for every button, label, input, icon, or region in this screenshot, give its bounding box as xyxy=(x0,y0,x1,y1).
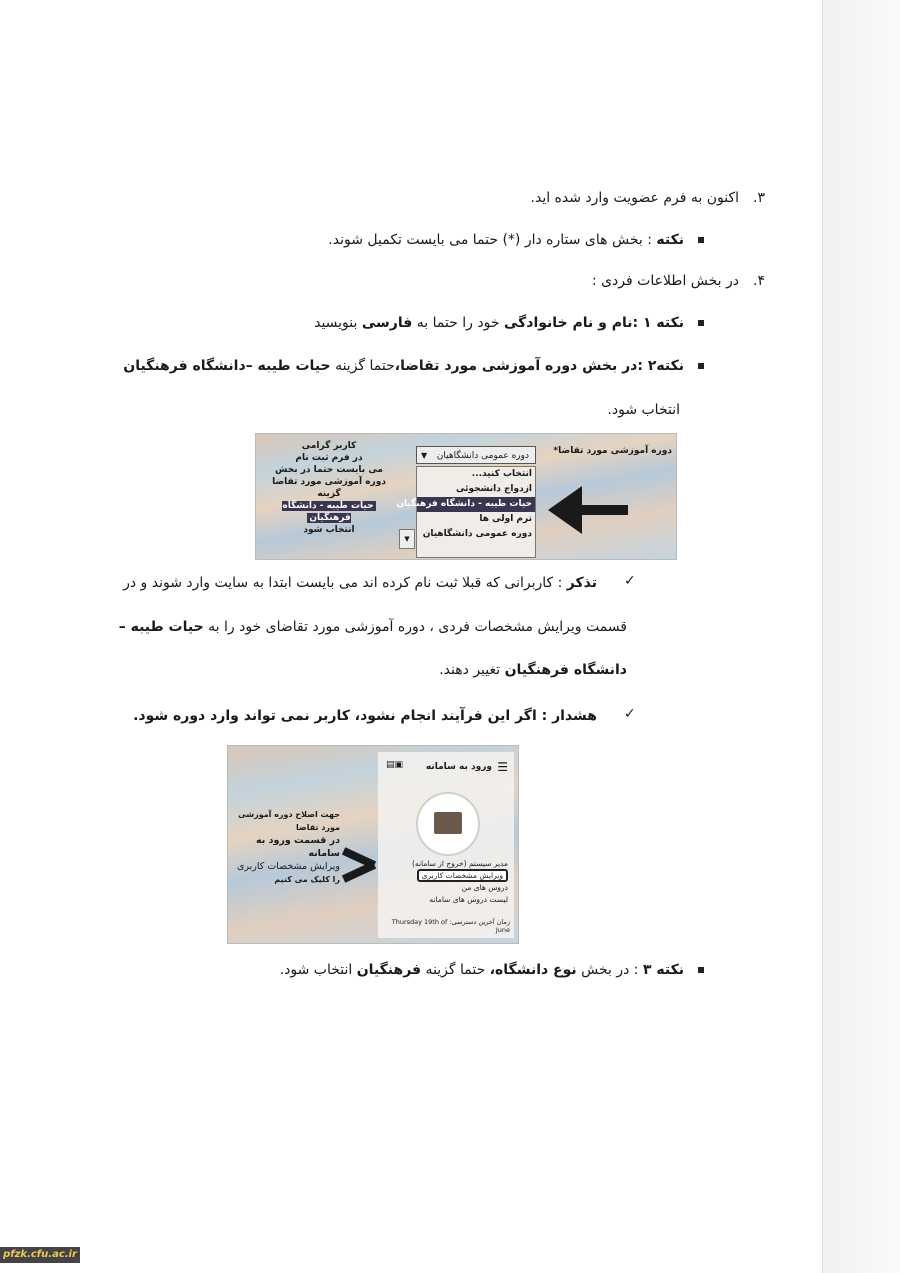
side-panel xyxy=(378,752,514,938)
arrow-shaft xyxy=(580,505,628,515)
page-edge xyxy=(822,0,823,1273)
bullet-icon xyxy=(698,237,704,243)
note-text: حتما گزینه xyxy=(421,962,490,978)
note-2 xyxy=(123,356,704,376)
note-label: نکته xyxy=(656,232,684,248)
note-text: حتما گزینه xyxy=(330,358,395,374)
reminder-text: قسمت ویرایش مشخصات فردی ، دوره آموزشی مورد تقاضای خود را به xyxy=(203,619,627,635)
dropdown-caret-icon: ▼ xyxy=(399,529,415,549)
note-emphasis: فرهنگیان xyxy=(356,962,422,978)
last-access: زمان آخرین دسترسی: Thursday 19th of June xyxy=(391,918,510,934)
step-4 xyxy=(592,271,765,291)
reminder-line-2 xyxy=(119,617,627,637)
note-line: در فرم ثبت نام xyxy=(295,453,363,463)
note-highlight: حیات طیبه - دانشگاه فرهنگیان xyxy=(282,501,374,523)
reminder-text: : کاربرانی که قبلا ثبت نام کرده اند می بایست ابتدا به سایت وارد شوند و در xyxy=(123,575,567,591)
warning-text: هشدار : اگر این فرآیند انجام نشود، کاربر نمی تواند وارد دوره شود. xyxy=(133,708,597,724)
note-line: می بایست حتما در بخش xyxy=(275,465,383,475)
reminder-emphasis: حیات طیبه – xyxy=(118,619,204,635)
option: ترم اولی ها xyxy=(479,514,532,524)
arrow-left-icon xyxy=(548,486,582,534)
note-line: دوره آموزشی مورد تقاضا xyxy=(272,477,386,487)
callout-note xyxy=(232,808,340,886)
checkmark-icon: ✓ xyxy=(624,706,636,722)
note-required-fields xyxy=(328,230,704,250)
note-text: انتخاب شود. xyxy=(279,962,357,978)
option: انتخاب کنید... xyxy=(471,469,532,479)
step-3 xyxy=(531,188,765,208)
note-line: گزینه xyxy=(317,489,341,499)
course-select xyxy=(416,446,536,464)
login-panel-screenshot xyxy=(227,745,519,944)
option: دوره عمومی دانشگاهیان xyxy=(422,529,532,539)
bullet-icon xyxy=(698,320,704,326)
reminder-emphasis: دانشگاه فرهنگیان xyxy=(504,662,627,678)
page-margin-shadow xyxy=(822,0,900,1273)
note-text: : بخش های ستاره دار (*) حتما می بایست تکمیل شوند. xyxy=(328,232,657,248)
selected-value: دوره عمومی دانشگاهیان xyxy=(436,451,529,461)
callout-note xyxy=(262,440,396,536)
university-logo xyxy=(416,792,480,856)
step-number: ۴. xyxy=(753,273,765,289)
watermark: pfzk.cfu.ac.ir xyxy=(0,1247,80,1263)
checkmark-icon: ✓ xyxy=(624,573,636,589)
bullet-icon xyxy=(698,363,704,369)
step-text: در بخش اطلاعات فردی : xyxy=(591,273,740,289)
option-selected: حیات طیبه - دانشگاه فرهنگیان xyxy=(417,497,535,512)
user-name: مدیر سیستم (خروج از سامانه) xyxy=(412,859,508,868)
note-label: نکته ۱ :نام و نام خانوادگی xyxy=(503,315,684,331)
course-options xyxy=(396,466,536,558)
option: ازدواج دانشجوئی xyxy=(455,484,532,494)
field-label: دوره آموزشی مورد تقاضا* xyxy=(553,446,672,456)
note-line: کاربر گرامی xyxy=(301,441,357,451)
note-line: ویرایش مشخصات کاربری xyxy=(236,861,340,872)
step-text: اکنون به فرم عضویت وارد شده اید. xyxy=(530,190,740,206)
reminder-text: تغییر دهند. xyxy=(439,662,505,678)
note-emphasis: نوع دانشگاه، xyxy=(489,962,577,978)
hamburger-menu-icon: ☰ xyxy=(497,760,508,774)
menu-item-course-list: لیست دروس های سامانه xyxy=(429,895,508,904)
menu-item-edit-profile: ویرایش مشخصات کاربری xyxy=(417,869,508,882)
user-menu xyxy=(384,858,508,906)
book-icon xyxy=(434,812,462,834)
step-number: ۳. xyxy=(753,190,765,206)
note-text: : در بخش xyxy=(576,962,643,978)
bullet-icon xyxy=(698,967,704,973)
note-line: انتخاب شود xyxy=(303,525,355,535)
note-emphasis: حیات طیبه –دانشگاه فرهنگیان xyxy=(123,358,331,374)
note-line: جهت اصلاح دوره آموزشی مورد تقاضا xyxy=(238,810,340,832)
note-label: نکته۲ :در بخش دوره آموزشی مورد تقاضا، xyxy=(394,358,684,374)
dropdown-caret-icon: ▼ xyxy=(421,451,428,460)
note-emphasis: فارسی xyxy=(361,315,413,331)
note-1 xyxy=(314,313,704,333)
reminder-label: تذکر xyxy=(566,575,597,591)
note-text: خود را حتما به xyxy=(412,315,504,331)
note-2-continuation: انتخاب شود. xyxy=(607,402,680,418)
arrow-right-icon xyxy=(342,861,376,883)
note-line: را کلیک می کنیم xyxy=(274,875,340,884)
registration-form-screenshot xyxy=(255,433,677,560)
panel-title: ورود به سامانه xyxy=(425,762,492,772)
toolbar-icons: ▣▤ xyxy=(386,760,404,770)
note-3 xyxy=(280,960,704,980)
note-line: در قسمت ورود به سامانه xyxy=(255,835,340,859)
menu-item-my-courses: دروس های من xyxy=(461,883,508,892)
reminder-line-3 xyxy=(439,660,627,680)
note-text: بنویسید xyxy=(314,315,362,331)
note-label: نکته ۳ xyxy=(642,962,684,978)
reminder-line-1 xyxy=(123,573,597,593)
